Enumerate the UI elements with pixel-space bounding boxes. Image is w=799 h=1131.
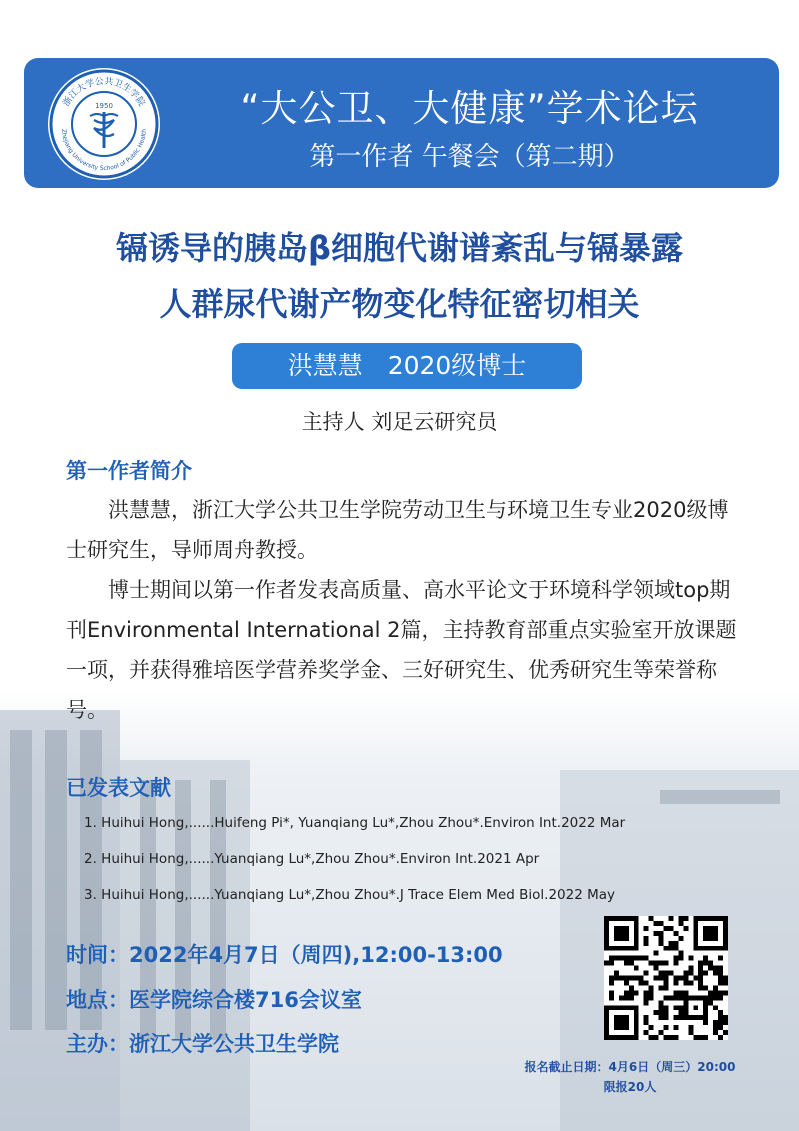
svg-text:浙江大学公共卫生学院: 浙江大学公共卫生学院 xyxy=(61,76,147,109)
host-line: 主持人 刘足云研究员 xyxy=(301,410,498,434)
talk-title-line-1: 镉诱导的胰岛β细胞代谢谱紊乱与镉暴露 xyxy=(116,229,683,267)
registration-deadline: 报名截止日期：4月6日（周三）20:00 xyxy=(524,1060,736,1074)
bio-paragraph-2: 博士期间以第一作者发表高质量、高水平论文于环境科学领域top期刊Environmental International 2篇，主持教育部重点实验室开放课题一项，并获得雅培医学营养奖学金、三好研究生、优秀研究生等荣誉称号。 xyxy=(66,578,737,722)
event-time: 时间：2022年4月7日（周四),12:00-13:00 xyxy=(66,943,503,967)
registration-limit: 限报20人 xyxy=(603,1080,657,1094)
publication-item: 1. Huihui Hong,......Huifeng Pi*, Yuanqiang Lu*,Zhou Zhou*.Environ Int.2022 Mar xyxy=(84,815,626,831)
bio-heading: 第一作者简介 xyxy=(66,459,192,483)
registration-qr-code[interactable] xyxy=(604,916,728,1040)
bio-text xyxy=(66,490,746,730)
forum-subtitle: 第一作者 午餐会（第二期） xyxy=(309,142,630,172)
svg-text:Zhejiang University School of: Zhejiang University School of Public Health xyxy=(59,128,149,173)
event-organizer: 主办：浙江大学公共卫生学院 xyxy=(66,1032,339,1056)
forum-title: “大公卫、大健康”学术论坛 xyxy=(240,87,699,130)
university-logo xyxy=(48,68,160,180)
publication-item: 2. Huihui Hong,......Yuanqiang Lu*,Zhou Zhou*.Environ Int.2021 Apr xyxy=(84,851,540,867)
talk-title-line-2: 人群尿代谢产物变化特征密切相关 xyxy=(159,285,640,323)
bio-paragraph-1: 洪慧慧，浙江大学公共卫生学院劳动卫生与环境卫生专业2020级博士研究生，导师周舟教授。 xyxy=(66,498,729,562)
svg-text:1950: 1950 xyxy=(95,102,113,110)
event-location: 地点：医学院综合楼716会议室 xyxy=(66,988,362,1012)
publication-item: 3. Huihui Hong,......Yuanqiang Lu*,Zhou Zhou*.J Trace Elem Med Biol.2022 May xyxy=(84,887,615,903)
publication-list xyxy=(84,811,704,919)
publications-heading: 已发表文献 xyxy=(66,776,171,800)
speaker-badge: 洪慧慧 2020级博士 xyxy=(232,343,582,389)
